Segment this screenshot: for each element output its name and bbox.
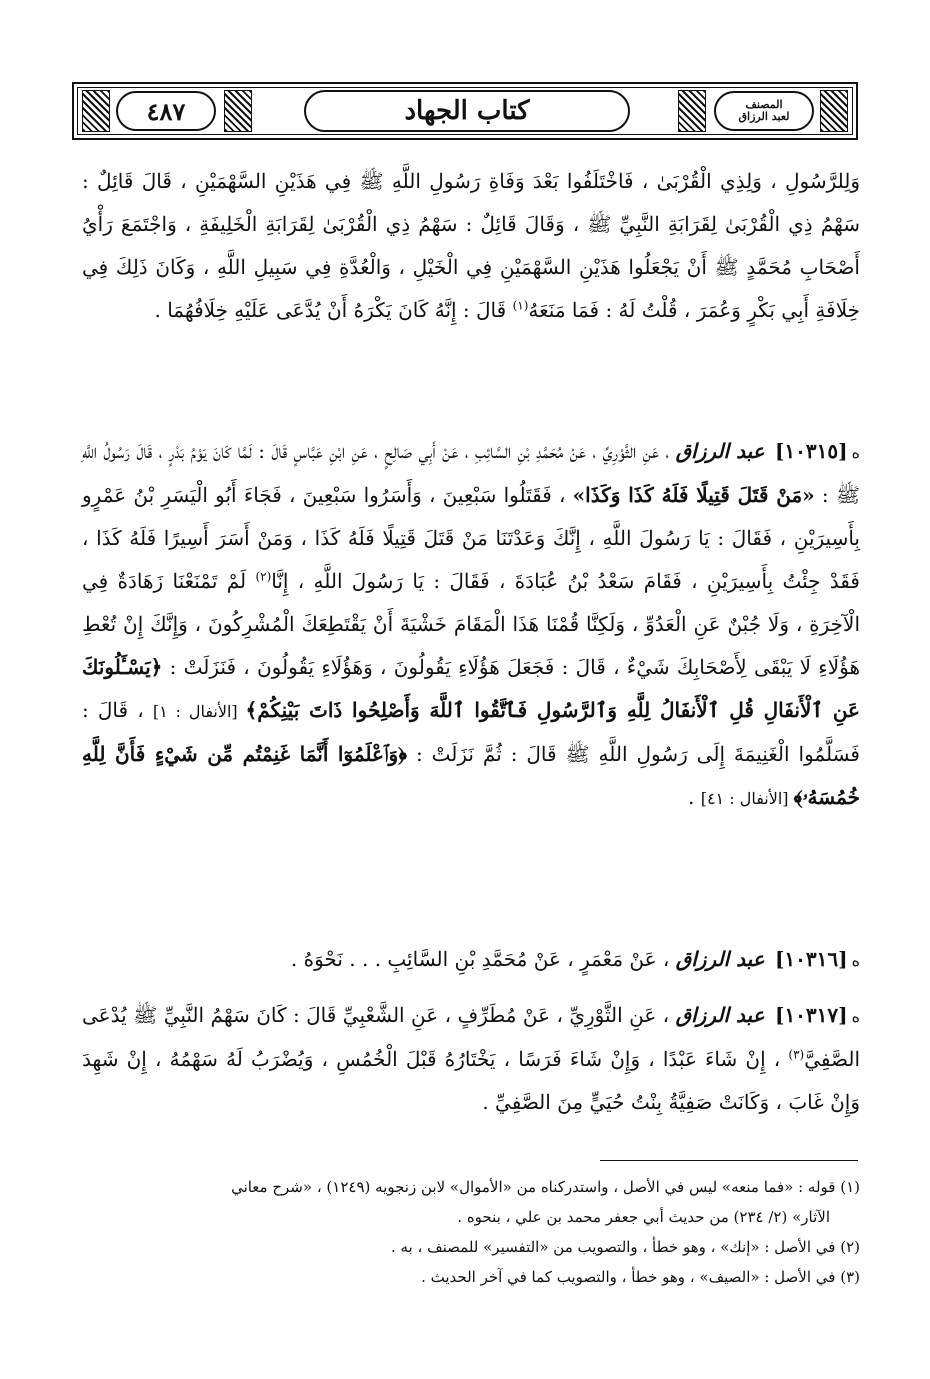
series-line-1: المصنف (745, 98, 783, 111)
ornament (678, 90, 706, 132)
verse-reference: [الأنفال : ٤١] (700, 789, 794, 808)
footnote-separator (600, 1160, 858, 1161)
book-title: كتاب الجهاد (404, 96, 530, 126)
ornament (820, 90, 848, 132)
hadith-author: عبد الرزاق (675, 439, 765, 463)
hadith-number: [١٠٣١٥] (774, 439, 848, 463)
footnote-text: في الأصل : «الصيف» ، وهو خطأ ، والتصويب كما في آخر الحديث . (421, 1268, 836, 1286)
footnote-3 (82, 1262, 860, 1292)
quran-verse: ﴿يَسْـَٔلُونَكَ عَنِ ٱلْأَنفَالِ قُلِ ٱلْأَنفَالُ لِلَّهِ وَٱلرَّسُولِ فَٱتَّقُوا ٱللَّهَ وَأَصْلِحُوا ذَاتَ بَيْنِكُمْ﴾ (82, 655, 860, 722)
hadith-10315 (82, 430, 860, 820)
hadith-text: ، فَقَتَلُوا سَبْعِينَ ، وَأَسَرُوا سَبْعِينَ ، فَجَاءَ أَبُو الْيَسَرِ بْنُ عَمْرٍو بِأَسِيرَيْنِ ، فَقَالَ : يَا رَسُولَ اللَّهِ ، إِنَّكَ وَعَدْتَنَا مَنْ قَتَلَ قَتِيلًا فَلَهُ كَذَا ، وَمَنْ أَسَرَ أَسِيرًا فَلَهُ كَذَا ، فَقَدْ جِئْتُ بِأَسِيرَيْنِ ، فَقَامَ سَعْدُ بْنُ عُبَادَةَ ، فَقَالَ : يَا رَسُولَ اللَّهِ ، إِنَّا (82, 483, 860, 593)
running-header (72, 82, 858, 140)
paragraph-text: وَلِلرَّسُولِ ، وَلِذِي الْقُرْبَىٰ ، فَاخْتَلَفُوا بَعْدَ وَفَاةِ رَسُولِ اللَّهِ ﷺ فِي هَذَيْنِ السَّهْمَيْنِ ، قَالَ قَائِلٌ : سَهْمُ ذِي الْقُرْبَىٰ لِقَرَابَةِ النَّبِيِّ ﷺ ، وَقَالَ قَائِلٌ : سَهْمُ ذِي الْقُرْبَىٰ لِقَرَابَةِ الْخَلِيفَةِ ، وَاجْتَمَعَ رَأْيُ أَصْحَابِ مُحَمَّدٍ ﷺ أَنْ يَجْعَلُوا هَذَيْنِ السَّهْمَيْنِ فِي الْخَيْلِ ، وَالْعُدَّةِ فِي سَبِيلِ اللَّهِ ، وَكَانَ ذَلِكَ فِي خِلَافَةِ أَبِي بَكْرٍ وَعُمَرَ ، قُلْتُ لَهُ : فَمَا مَنَعَهُ (82, 169, 861, 322)
hadith-text: ، عَنْ مَعْمَرٍ ، عَنْ مُحَمَّدِ بْنِ السَّائِبِ . . . نَحْوَهُ . (290, 947, 670, 971)
footnote-text: في الأصل : «إنك» ، وهو خطأ ، والتصويب من «التفسير» للمصنف ، به . (390, 1238, 836, 1256)
hadith-number: [١٠٣١٦] (774, 947, 848, 971)
footnote-text: الآثار» (٢/ ٢٣٤) من حديث أبي جعفر محمد بن علي ، بنحوه . (457, 1208, 830, 1226)
hadith-text: ، عَنِ الثَّوْرِيِّ ، عَنْ مُطَرِّفٍ ، عَنِ الشَّعْبِيِّ قَالَ : كَانَ سَهْمُ النَّبِيِّ ﷺ يُدْعَى الصَّفِيَّ (82, 1003, 860, 1071)
ornament (82, 90, 110, 132)
series-line-2: لعبد الرزاق (738, 110, 790, 123)
footnote-2 (82, 1232, 860, 1262)
title-cartouche (304, 90, 630, 132)
paragraph-continuation (82, 160, 860, 332)
hadith-text: . (687, 785, 701, 809)
footnote-ref-1: (١) (512, 298, 529, 313)
hadith-author: عبد الرزاق (675, 1003, 765, 1027)
hadith-text: ، قَالَ : فَسَلَّمُوا الْغَنِيمَةَ إِلَى رَسُولِ اللَّهِ ﷺ قَالَ : ثُمَّ نَزَلَتْ : (82, 698, 860, 766)
footnote-ref-2: (٢) (255, 569, 272, 584)
footnotes (82, 1172, 860, 1292)
hadith-text: ، عَنِ الثَّوْرِيِّ ، عَنْ مُحَمَّدِ بْنِ السَّائِبِ ، عَنْ أَبِي صَالِحٍ ، عَنِ ابْنِ عَبَّاسٍ قَالَ : لَمَّا كَانَ يَوْمُ بَدْرٍ ، قَالَ رَسُولُ اللَّهِ ﷺ : (82, 439, 860, 507)
hadith-10317 (82, 994, 860, 1124)
series-cartouche (714, 91, 814, 131)
hadith-marker: ه (851, 951, 860, 970)
footnote-number: (٢) (840, 1238, 860, 1256)
quran-verse: ﴿وَٱعْلَمُوٓا أَنَّمَا غَنِمْتُم مِّن شَيْءٍ فَأَنَّ لِلَّهِ خُمُسَهُۥ﴾ (82, 742, 860, 809)
paragraph-text: قَالَ : إِنَّهُ كَانَ يَكْرَهُ أَنْ يُدَّعَى عَلَيْهِ خِلَافُهُمَا . (154, 298, 513, 322)
hadith-number: [١٠٣١٧] (774, 1003, 848, 1027)
hadith-author: عبد الرزاق (675, 947, 765, 971)
hadith-10316 (82, 938, 860, 982)
footnote-number: (١) (840, 1178, 860, 1196)
hadith-text: ، إِنْ شَاءَ عَبْدًا ، وَإِنْ شَاءَ فَرَسًا ، يَخْتَارُهُ قَبْلَ الْخُمُسِ ، وَيُضْرَبُ لَهُ سَهْمُهُ ، إِنْ شَهِدَ وَإِنْ غَابَ ، وَكَانَتْ صَفِيَّةُ بِنْتُ حُيَيٍّ مِنَ الصَّفِيِّ . (82, 1047, 860, 1114)
verse-reference: [الأنفال : ١] (152, 702, 246, 721)
hadith-marker: ه (851, 1007, 861, 1026)
page-number: ٤٨٧ (146, 96, 186, 126)
ornament (224, 90, 252, 132)
series-title (739, 99, 790, 123)
footnote-text: قوله : «فما منعه» ليس في الأصل ، واستدركناه من «الأموال» لابن زنجويه (١٢٤٩) ، «شرح معاني (231, 1178, 836, 1196)
prophetic-quote: «مَنْ قَتَلَ قَتِيلًا فَلَهُ كَذَا وَكَذَا» (572, 483, 815, 507)
footnote-ref-3: (٣) (788, 1047, 805, 1062)
footnote-1 (82, 1172, 860, 1232)
footnote-number: (٣) (840, 1268, 860, 1286)
hadith-text: لَمْ تَمْنَعْنَا زَهَادَةٌ فِي الْآخِرَةِ ، وَلَا جُبْنٌ عَنِ الْعَدُوِّ ، وَلَكِنَّا قُمْنَا هَذَا الْمَقَامَ خَشْيَةَ أَنْ يَقْتَطِعَكَ الْمُشْرِكُونَ ، وَإِنَّكَ إِنْ تُعْطِ هَؤُلَاءِ لَا يَبْقَى لِأَصْحَابِكَ شَيْءٌ ، قَالَ : فَجَعَلَ هَؤُلَاءِ يَقُولُونَ ، وَهَؤُلَاءِ يَقُولُونَ ، فَنَزَلَتْ : (82, 569, 860, 679)
page-number-cartouche (116, 91, 216, 131)
hadith-marker: ه (851, 443, 860, 462)
